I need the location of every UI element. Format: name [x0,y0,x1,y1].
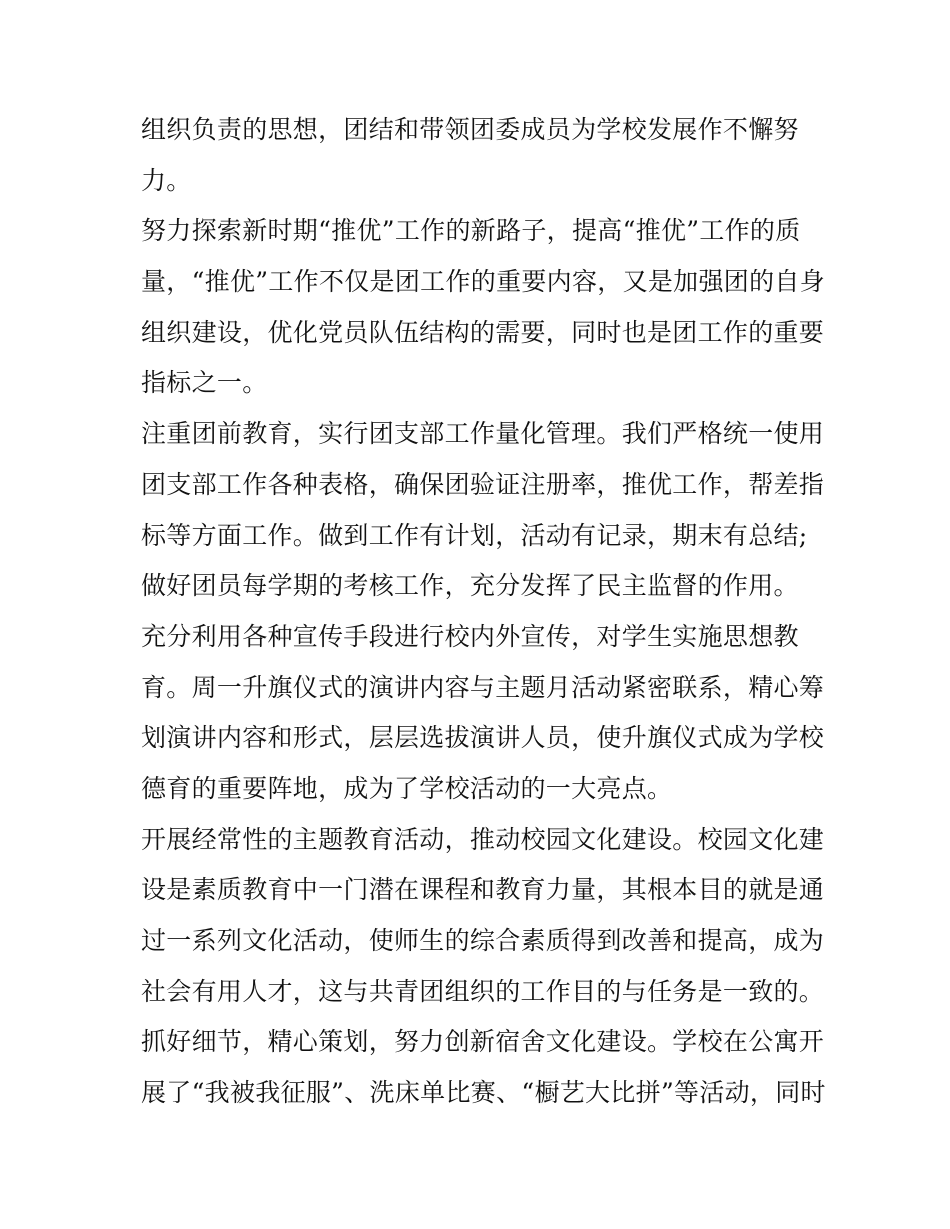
text-line: 力。 [141,165,192,195]
text-line: 社会有用人才，这与共青团组织的工作目的与任务是一致的。 [141,976,825,1006]
text-line: 展了“我被我征服”、洗床单比赛、“橱艺大比拼”等活动，同时 [141,1078,826,1108]
text-line: 做好团员每学期的考核工作，充分发挥了民主监督的作用。 [141,571,799,601]
document-body [141,105,826,1119]
text-line: 指标之一。 [141,368,268,398]
text-line: 过一系列文化活动，使师生的综合素质得到改善和提高，成为 [141,926,825,955]
text-line: 抓好细节，精心策划，努力创新宿舍文化建设。学校在公寓开 [141,1027,825,1057]
text-line: 注重团前教育，实行团支部工作量化管理。我们严格统一使用 [141,419,825,449]
text-line: 组织负责的思想，团结和带领团委成员为学校发展作不懈努 [141,115,799,144]
text-line: 组织建设，优化党员队伍结构的需要，同时也是团工作的重要 [141,317,825,347]
text-line: 开展经常性的主题教育活动，推动校园文化建设。校园文化建 [141,824,825,854]
text-line: 德育的重要阵地，成为了学校活动的一大亮点。 [141,773,673,803]
text-line: 育。周一升旗仪式的演讲内容与主题月活动紧密联系，精心筹 [141,672,825,702]
text-line: 标等方面工作。做到工作有计划，活动有记录，期末有总结; [141,520,808,550]
text-line: 划演讲内容和形式，层层选拔演讲人员，使升旗仪式成为学校 [141,723,825,753]
text-line: 充分利用各种宣传手段进行校内外宣传，对学生实施思想教 [141,621,799,651]
text-line: 量，“推优”工作不仅是团工作的重要内容，又是加强团的自身 [141,267,825,297]
text-line: 努力探索新时期“推优”工作的新路子，提高“推优”工作的质 [141,216,801,246]
text-line: 团支部工作各种表格，确保团验证注册率，推优工作，帮差指 [141,469,825,499]
text-line: 设是素质教育中一门潜在课程和教育力量，其根本目的就是通 [141,875,825,905]
